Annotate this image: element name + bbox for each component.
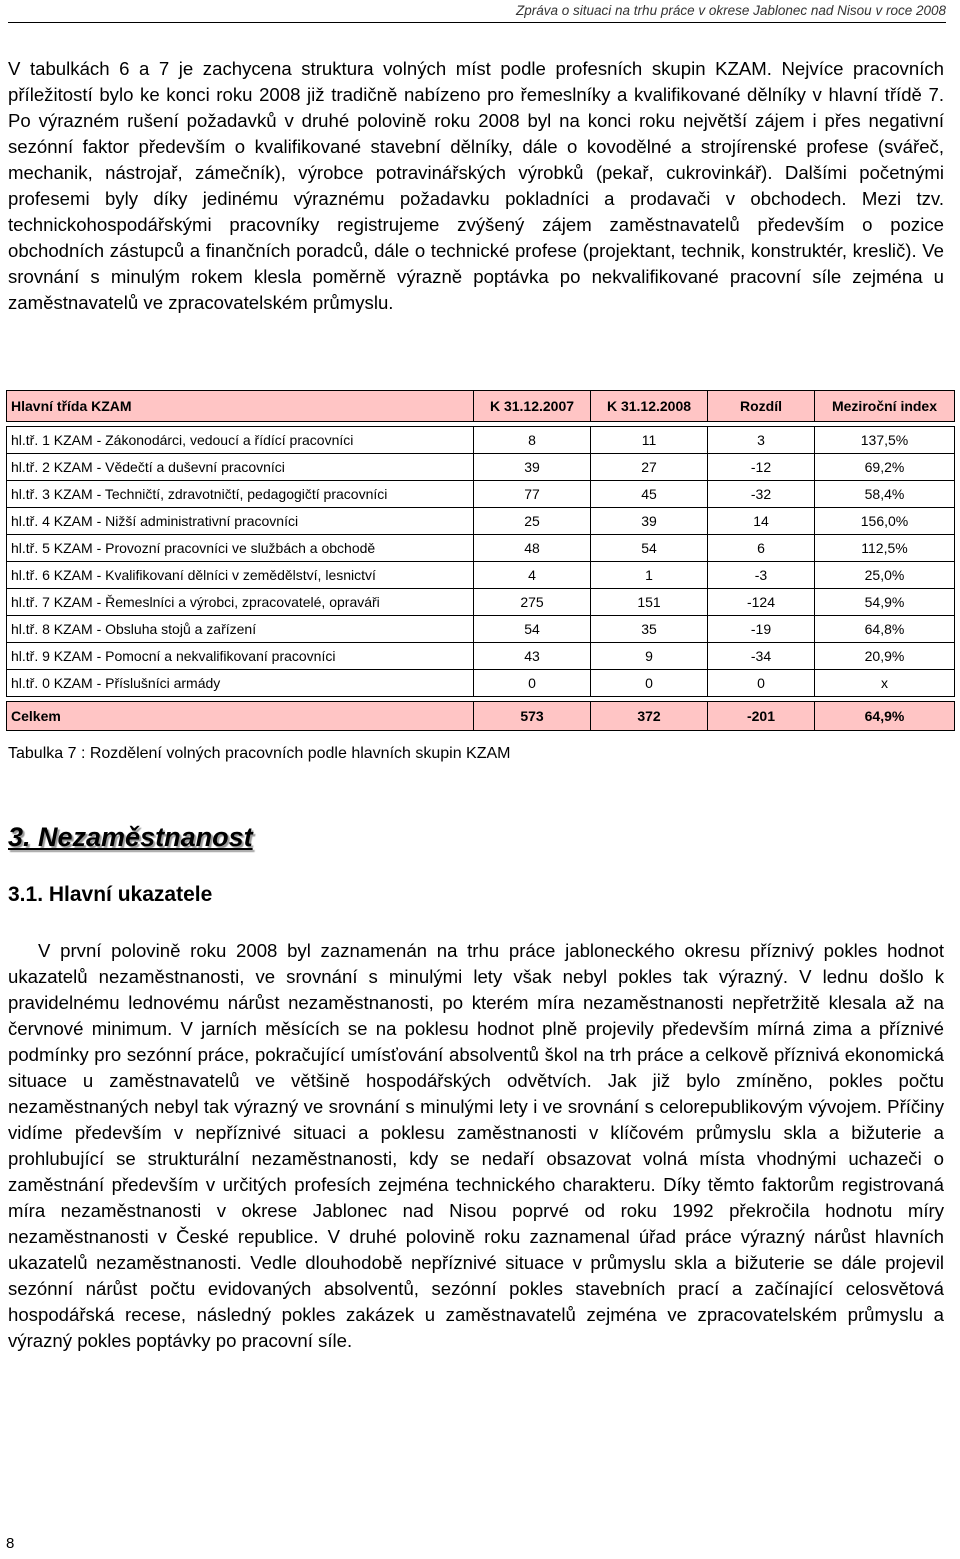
total-2007: 573: [474, 702, 591, 731]
row-index: x: [815, 670, 955, 697]
row-label: hl.tř. 8 KZAM - Obsluha stojů a zařízení: [7, 616, 474, 643]
total-index: 64,9%: [815, 702, 955, 731]
row-difference: 3: [708, 427, 815, 454]
row-value-2007: 0: [474, 670, 591, 697]
row-difference: -12: [708, 454, 815, 481]
header-cell-2007: K 31.12.2007: [474, 391, 591, 422]
row-index: 54,9%: [815, 589, 955, 616]
total-2008: 372: [591, 702, 708, 731]
subsection-heading: 3.1. Hlavní ukazatele: [8, 883, 213, 906]
row-value-2008: 39: [591, 508, 708, 535]
row-value-2008: 45: [591, 481, 708, 508]
row-label: hl.tř. 9 KZAM - Pomocní a nekvalifikovaní pracovníci: [7, 643, 474, 670]
table-row: [7, 616, 955, 643]
row-difference: -124: [708, 589, 815, 616]
main-paragraph: V první polovině roku 2008 byl zaznamenán na trhu práce jabloneckého okresu příznivý pokles hodnot ukazatelů nezaměstnanosti, ve srovnání s minulými lety však nebyl pokles tak výrazný. V lednu došlo k pravidelnému lednovému nárůst nezaměstnanosti, po kterém míra nezaměstnanosti nepřetržitě klesala až na červnové minimum. V jarních měsících se na poklesu hodnot plně projevily především mírná zima a příznivé podmínky pro sezónní práce, pokračující umísťování absolventů škol na trh práce a celkově příznivá ekonomická situace u zaměstnavatelů ve většině hospodářských odvětvích. Jak již bylo zmíněno, pokles počtu nezaměstnaných nebyl tak výrazný ve srovnání s minulými lety i ve srovnání s celorepublikovým vývojem. Příčiny vidíme především v nepříznivé situaci a poklesu zaměstnanosti v klíčovém průmyslu skla a bižuterie a prohlubující se strukturální nezaměstnanosti, kdy se nedaří obsazovat volná místa vhodnými uchazeči o zaměstnání především v určitých profesích zejména technického charakteru. Díky těmto faktorům registrovaná míra nezaměstnanosti v okrese Jablonec nad Nisou poprvé od roku 1992 překročila hodnotu míry nezaměstnanosti v České republice. V druhé polovině roku zaznamenal úřad práce výrazný nárůst hlavních ukazatelů nezaměstnanosti. Vedle dlouhodobě nepříznivé situace v průmyslu skla a bižuterie se dále projevil sezónní nárůst počtu evidovaných absolventů, sezónní pokles stavebních prací a začínající celosvětová hospodářská recese, následný pokles zakázek u zaměstnavatelů zejména ve zpracovatelském průmyslu a výrazný pokles poptávky po pracovní síle.: [8, 940, 944, 1351]
table-row: [7, 643, 955, 670]
row-value-2007: 43: [474, 643, 591, 670]
row-value-2008: 54: [591, 535, 708, 562]
row-label: hl.tř. 4 KZAM - Nižší administrativní pracovníci: [7, 508, 474, 535]
row-value-2008: 151: [591, 589, 708, 616]
row-difference: 6: [708, 535, 815, 562]
row-index: 137,5%: [815, 427, 955, 454]
intro-paragraph: V tabulkách 6 a 7 je zachycena struktura volných míst podle profesních skupin KZAM. Nejvíce pracovních příležitostí bylo ke konci roku 2008 již tradičně nabízeno pro řemeslníky a kvalifikované dělníky v hlavní třídě 7. Po výrazném rušení požadavků v druhé polovině roku 2008 byl na konci roku největší zájem i přes negativní sezónní faktor především o kvalifikované stavební dělníky, dále o kovodělné a strojírenské profese (svářeč, mechanik, nástrojař, zámečník), výrobce potravinářských výrobků (pekař, cukrovinkář). Dalšími početnými profesemi byly díky jedinému výraznému požadavku pokladníci a prodavači v obchodech. Mezi tzv. technickohospodářskými pracovníky registrujeme zvýšený zájem zaměstnavatelů především o pozice obchodních zástupců a finančních poradců, dále o technické profese (projektant, technik, konstruktér, kreslič). Ve srovnání s minulým rokem klesla poměrně výrazně poptávka po nekvalifikované pracovní síle zejména u zaměstnavatelů ve zpracovatelském průmyslu.: [8, 58, 944, 313]
row-label: hl.tř. 0 KZAM - Příslušníci armády: [7, 670, 474, 697]
row-value-2008: 9: [591, 643, 708, 670]
row-value-2008: 27: [591, 454, 708, 481]
header-cell-difference: Rozdíl: [708, 391, 815, 422]
table-row: [7, 589, 955, 616]
row-value-2007: 77: [474, 481, 591, 508]
row-difference: -3: [708, 562, 815, 589]
header-cell-index: Meziroční index: [815, 391, 955, 422]
table-row: [7, 562, 955, 589]
row-index: 64,8%: [815, 616, 955, 643]
running-header: Zpráva o situaci na trhu práce v okrese Jablonec nad Nisou v roce 2008: [8, 0, 946, 23]
total-label: Celkem: [7, 702, 474, 731]
row-index: 156,0%: [815, 508, 955, 535]
row-difference: -32: [708, 481, 815, 508]
row-index: 20,9%: [815, 643, 955, 670]
row-label: hl.tř. 7 KZAM - Řemeslníci a výrobci, zpracovatelé, opraváři: [7, 589, 474, 616]
row-label: hl.tř. 3 KZAM - Techničtí, zdravotničtí, pedagogičtí pracovníci: [7, 481, 474, 508]
row-index: 58,4%: [815, 481, 955, 508]
table-caption: Tabulka 7 : Rozdělení volných pracovních podle hlavních skupin KZAM: [8, 745, 511, 762]
table-header-row: [7, 391, 955, 422]
row-value-2007: 275: [474, 589, 591, 616]
table-row: [7, 481, 955, 508]
table-row: [7, 508, 955, 535]
row-index: 25,0%: [815, 562, 955, 589]
row-value-2007: 54: [474, 616, 591, 643]
table-row: [7, 427, 955, 454]
row-value-2008: 0: [591, 670, 708, 697]
row-value-2008: 1: [591, 562, 708, 589]
row-value-2007: 8: [474, 427, 591, 454]
section-heading: 3. Nezaměstnanost: [8, 822, 253, 852]
row-label: hl.tř. 2 KZAM - Vědečtí a duševní pracovníci: [7, 454, 474, 481]
row-value-2007: 25: [474, 508, 591, 535]
row-value-2008: 11: [591, 427, 708, 454]
row-label: hl.tř. 6 KZAM - Kvalifikovaní dělníci v zemědělství, lesnictví: [7, 562, 474, 589]
table-total-row: [7, 702, 955, 731]
row-difference: -34: [708, 643, 815, 670]
row-index: 112,5%: [815, 535, 955, 562]
page-number: 8: [6, 1535, 15, 1552]
row-label: hl.tř. 5 KZAM - Provozní pracovníci ve službách a obchodě: [7, 535, 474, 562]
header-cell-class: Hlavní třída KZAM: [7, 391, 474, 422]
row-value-2007: 4: [474, 562, 591, 589]
header-cell-2008: K 31.12.2008: [591, 391, 708, 422]
total-difference: -201: [708, 702, 815, 731]
row-value-2007: 48: [474, 535, 591, 562]
kzam-table: [6, 390, 955, 731]
row-value-2007: 39: [474, 454, 591, 481]
table-row: [7, 454, 955, 481]
row-difference: 0: [708, 670, 815, 697]
table-row: [7, 670, 955, 697]
table-row: [7, 535, 955, 562]
row-difference: 14: [708, 508, 815, 535]
row-index: 69,2%: [815, 454, 955, 481]
row-value-2008: 35: [591, 616, 708, 643]
row-difference: -19: [708, 616, 815, 643]
row-label: hl.tř. 1 KZAM - Zákonodárci, vedoucí a řídící pracovníci: [7, 427, 474, 454]
